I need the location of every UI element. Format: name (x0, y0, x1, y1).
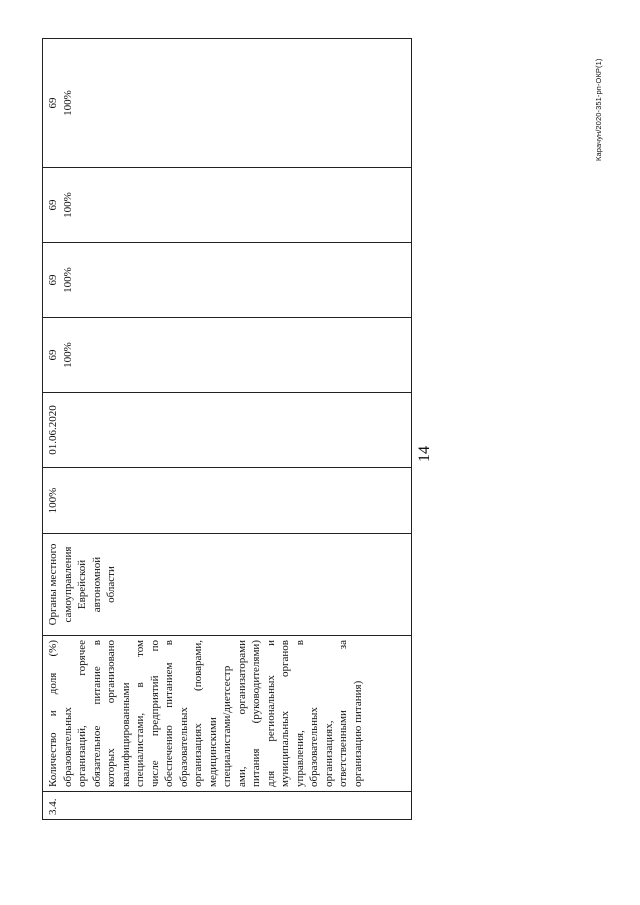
description-line: муниципальных органов (279, 640, 291, 787)
value-count: 69 (47, 349, 59, 361)
description-line: питания (руководителями) (250, 640, 262, 787)
value-count: 69 (47, 274, 59, 286)
description-line: обязательное питание в (90, 640, 103, 787)
description-line: ответственными за (337, 640, 349, 787)
description-line: организациях, (322, 720, 335, 787)
description-line: организациях (поварами, (192, 640, 204, 787)
description-line: для региональных и (264, 640, 277, 787)
deadline-date: 01.06.2020 (43, 393, 412, 468)
value-cell (43, 243, 412, 318)
document-code: Карачун/2020-351-рп-ОКР(1) (594, 58, 603, 161)
description-line: медицинскими (206, 717, 219, 787)
indicator-description (43, 636, 412, 792)
value-percent: 100% (61, 267, 74, 293)
indicator-table (42, 38, 412, 820)
description-line: организаций, горячее (76, 640, 88, 787)
row-number: 3.4. (43, 792, 412, 820)
value-count: 69 (47, 199, 59, 211)
page-number: 14 (416, 446, 433, 462)
description-line: квалифицированными (119, 682, 132, 787)
description-line: ами, организаторами (235, 640, 248, 787)
description-line: которых организовано (105, 640, 117, 787)
description-line: управления, в (293, 640, 306, 787)
table-row (43, 39, 412, 820)
value-count: 69 (47, 97, 59, 109)
description-line: организацию питания) (351, 680, 364, 787)
target-percent: 100% (43, 468, 412, 534)
value-percent: 100% (61, 90, 74, 116)
description-line: специалистами/диетсестр (221, 665, 233, 787)
value-percent: 100% (61, 192, 74, 218)
description-line: специалистами, в том (134, 640, 146, 787)
description-line: числе предприятий по (148, 640, 161, 787)
description-line: образовательных (177, 707, 190, 787)
value-cell (43, 318, 412, 393)
description-line: образовательных (61, 707, 74, 787)
description-line: Количество и доля (%) (47, 640, 59, 787)
value-percent: 100% (61, 342, 74, 368)
responsible-organization: Органы местного самоуправления Еврейской автономной области (43, 534, 412, 636)
description-line: образовательных (308, 707, 320, 787)
description-line: обеспечению питанием в (163, 640, 175, 787)
value-cell (43, 168, 412, 243)
value-cell (43, 39, 412, 168)
